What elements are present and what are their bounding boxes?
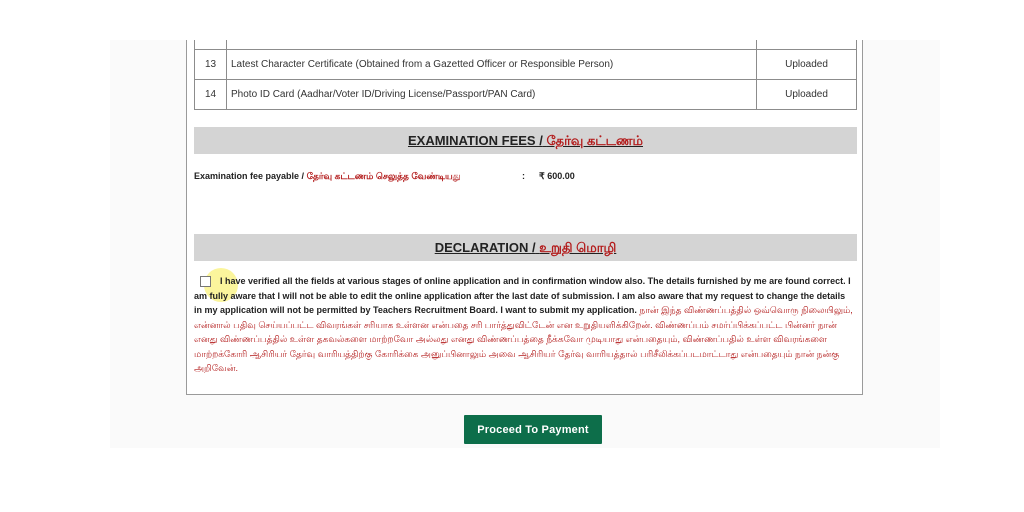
proceed-to-payment-button[interactable]: Proceed To Payment: [464, 415, 602, 444]
examination-fees-heading: [194, 127, 857, 154]
table-row: [195, 40, 857, 49]
declaration-heading: [194, 234, 857, 261]
declaration-text-tamil: நான் இந்த விண்ணப்பத்தில் ஒவ்வொரு நிலையிலும், என்னால் பதிவு செய்யப்பட்ட விவரங்கள் சரியாக உள்ளன என்பதை சரி பார்த்துவிட்டேன் என உறுதியளிக்கிறேன். விண்ணப்பம் சமர்ப்பிக்கப்பட்ட பின்னர் நான் எனது விண்ணப்பத்தில் உள்ள தகவல்களை மாற்றவோ அல்லது எனது விண்ணப்பத்தை நீக்கவோ முடியாது என்பதையும், விண்ணப்பதில் உள்ள விவரங்களை மாற்றக்கோரி ஆசிரியர் தேர்வு வாரியத்திற்கு கோரிக்கை அனுப்பினாலும் அவை ஆசிரியர் தேர்வு வாரியத்தால் பரிசீலிக்கப்படமாட்டாது என்பதையும் நான் நன்கு அறிவேன்.: [194, 305, 853, 373]
fee-amount: ₹ 600.00: [539, 171, 575, 181]
heading-tamil: தேர்வு கட்டணம்: [546, 133, 643, 148]
document-description: Photo ID Card (Aadhar/Voter ID/Driving License/Passport/PAN Card): [227, 79, 757, 109]
declaration-checkbox[interactable]: [200, 276, 211, 287]
row-number: 13: [195, 49, 227, 79]
fee-separator: :: [522, 171, 525, 181]
fee-label: [194, 169, 484, 183]
upload-status: Uploaded: [757, 49, 857, 79]
heading-english: DECLARATION /: [434, 240, 536, 255]
fee-label-english: Examination fee payable /: [194, 171, 305, 181]
heading-english: EXAMINATION FEES /: [407, 133, 543, 148]
heading-tamil: உறுதி மொழி: [539, 240, 617, 255]
documents-table: [194, 40, 857, 110]
row-number: 14: [195, 79, 227, 109]
table-row: [195, 49, 857, 79]
table-row: [195, 79, 857, 109]
document-description: Latest Character Certificate (Obtained from a Gazetted Officer or Responsible Person): [227, 49, 757, 79]
application-summary-panel: [186, 40, 863, 395]
declaration-text: [194, 274, 854, 376]
declaration-text-english: I have verified all the fields at various stages of online application and in confirmation window also. The details furnished by me are found correct. I am fully aware that I will not be able to edit the online application after the last date of submission. I am also aware that my request to change the details in my application will not be permitted by Teachers Recruitment Board. I want to submit my application.: [194, 276, 851, 315]
fee-label-tamil: தேர்வு கட்டணம் செலுத்த வேண்டியது: [306, 171, 461, 181]
upload-status: Uploaded: [757, 79, 857, 109]
